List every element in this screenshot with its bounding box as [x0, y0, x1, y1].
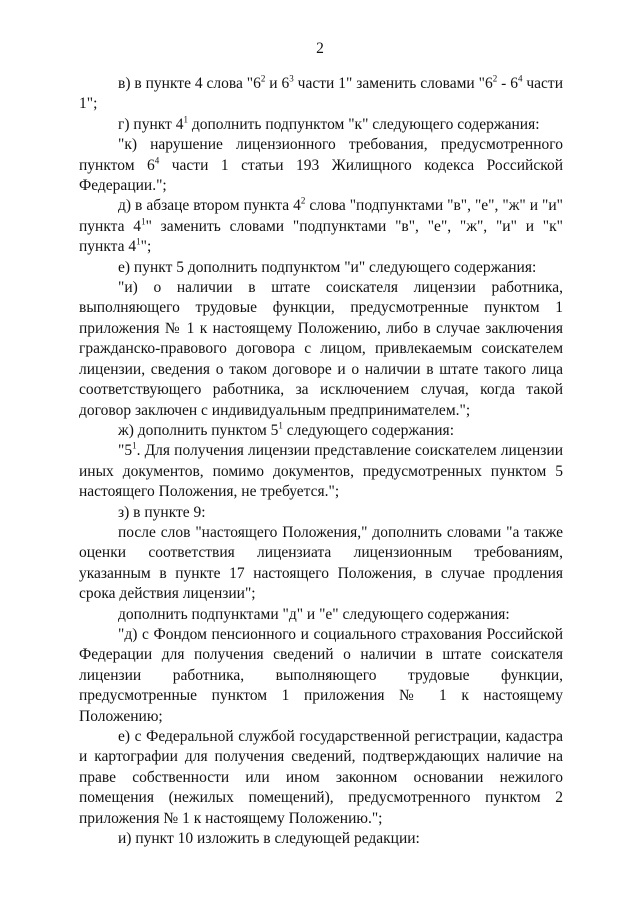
paragraph	[79, 421, 563, 441]
superscript: 1	[141, 216, 146, 227]
text-run: г) пункт 4	[118, 115, 184, 133]
text-run: е) с Федеральной службой государственной регистрации, кадастра и картографии для получения сведений, подтверждающих наличие на праве собственности или ином законном основании нежилого помещения (нежилых помещений), предусмотренного пунктом 2 приложения № 1 к настоящему Положению.";	[79, 728, 563, 827]
text-run: в) в пункте 4 слова "6	[118, 75, 261, 92]
text-run: и 6	[265, 75, 290, 92]
paragraph	[79, 135, 563, 196]
text-run: д) в абзаце втором пункта 4	[118, 197, 301, 215]
paragraph	[79, 196, 563, 257]
superscript: 2	[260, 73, 266, 84]
text-run: з) в пункте 9:	[118, 503, 206, 521]
document-body	[79, 74, 563, 849]
text-run: "5	[118, 442, 133, 460]
superscript: 2	[492, 73, 498, 84]
paragraph	[79, 74, 563, 115]
paragraph	[79, 258, 563, 278]
text-run: после слов "настоящего Положения," дополнить словами "а также оценки соответствия лицензиата лицензионным требованиям, указанным в пункте 17 настоящего Положения, в случае продления срока действия лицензии";	[79, 523, 563, 603]
superscript: 4	[154, 155, 160, 166]
paragraph	[79, 115, 563, 135]
paragraph	[79, 829, 563, 849]
paragraph	[79, 727, 563, 829]
text-run: "и) о наличии в штате соискателя лицензии работника, выполняющего трудовые функции, предусмотренные пунктом 1 приложения № 1 к настоящему Положению, либо в случае заключения гражданско-правового договора с лицом, привлекаемым соискателем лицензии, сведения о таком договоре и о наличии в штате такого лица соответствующего работника, за исключением случая, когда такой договор заключен с индивидуальным предпринимателем.";	[79, 279, 563, 419]
text-run: дополнить подпунктами "д" и "е" следующего содержания:	[118, 605, 510, 623]
superscript: 3	[289, 73, 294, 84]
text-run: " заменить словами "подпунктами "в", "е", "ж", "и" и "к" пункта 4	[79, 217, 563, 256]
text-run: е) пункт 5 дополнить подпунктом "и" следующего содержания:	[118, 258, 537, 276]
text-run: ";	[140, 238, 152, 256]
text-run: и) пункт 10 изложить в следующей редакции:	[118, 830, 420, 848]
superscript: 1	[136, 236, 141, 247]
text-run: . Для получения лицензии представление соискателем лицензии иных документов, помимо документов, предусмотренных пунктом 5 настоящего Положения, не требуется.";	[79, 442, 563, 501]
superscript: 1	[132, 441, 137, 452]
text-run: слова "подпунктами "в", "е", "ж" и "и" пункта 4	[79, 197, 563, 235]
text-run: части 1" заменить словами "6	[293, 75, 493, 92]
text-run: части 1 статьи 193 Жилищного кодекса Российской Федерации.";	[79, 156, 563, 195]
paragraph	[79, 503, 563, 523]
paragraph	[79, 441, 563, 502]
text-run: дополнить подпунктом "к" следующего содержания:	[187, 115, 540, 133]
paragraph	[79, 605, 563, 625]
paragraph	[79, 625, 563, 727]
page-number: 2	[316, 40, 324, 57]
paragraph	[79, 523, 563, 605]
superscript: 2	[300, 196, 306, 207]
text-run: "к) нарушение лицензионного требования, предусмотренного пунктом 6	[79, 136, 563, 174]
superscript: 4	[517, 73, 523, 84]
text-run: "д) с Фондом пенсионного и социального страхования Российской Федерации для получения сведений о наличии в штате соискателя лицензии работника, выполняющего трудовые функции, предусмотренные пунктом 1 приложения № 1 к настоящему Положению;	[79, 625, 563, 725]
text-run: части 1";	[79, 75, 563, 113]
text-run: - 6	[497, 75, 518, 92]
text-run: следующего содержания:	[282, 421, 454, 439]
superscript: 1	[278, 420, 283, 431]
text-run: ж) дополнить пунктом 5	[118, 421, 279, 439]
superscript: 1	[183, 114, 188, 125]
paragraph	[79, 278, 563, 421]
